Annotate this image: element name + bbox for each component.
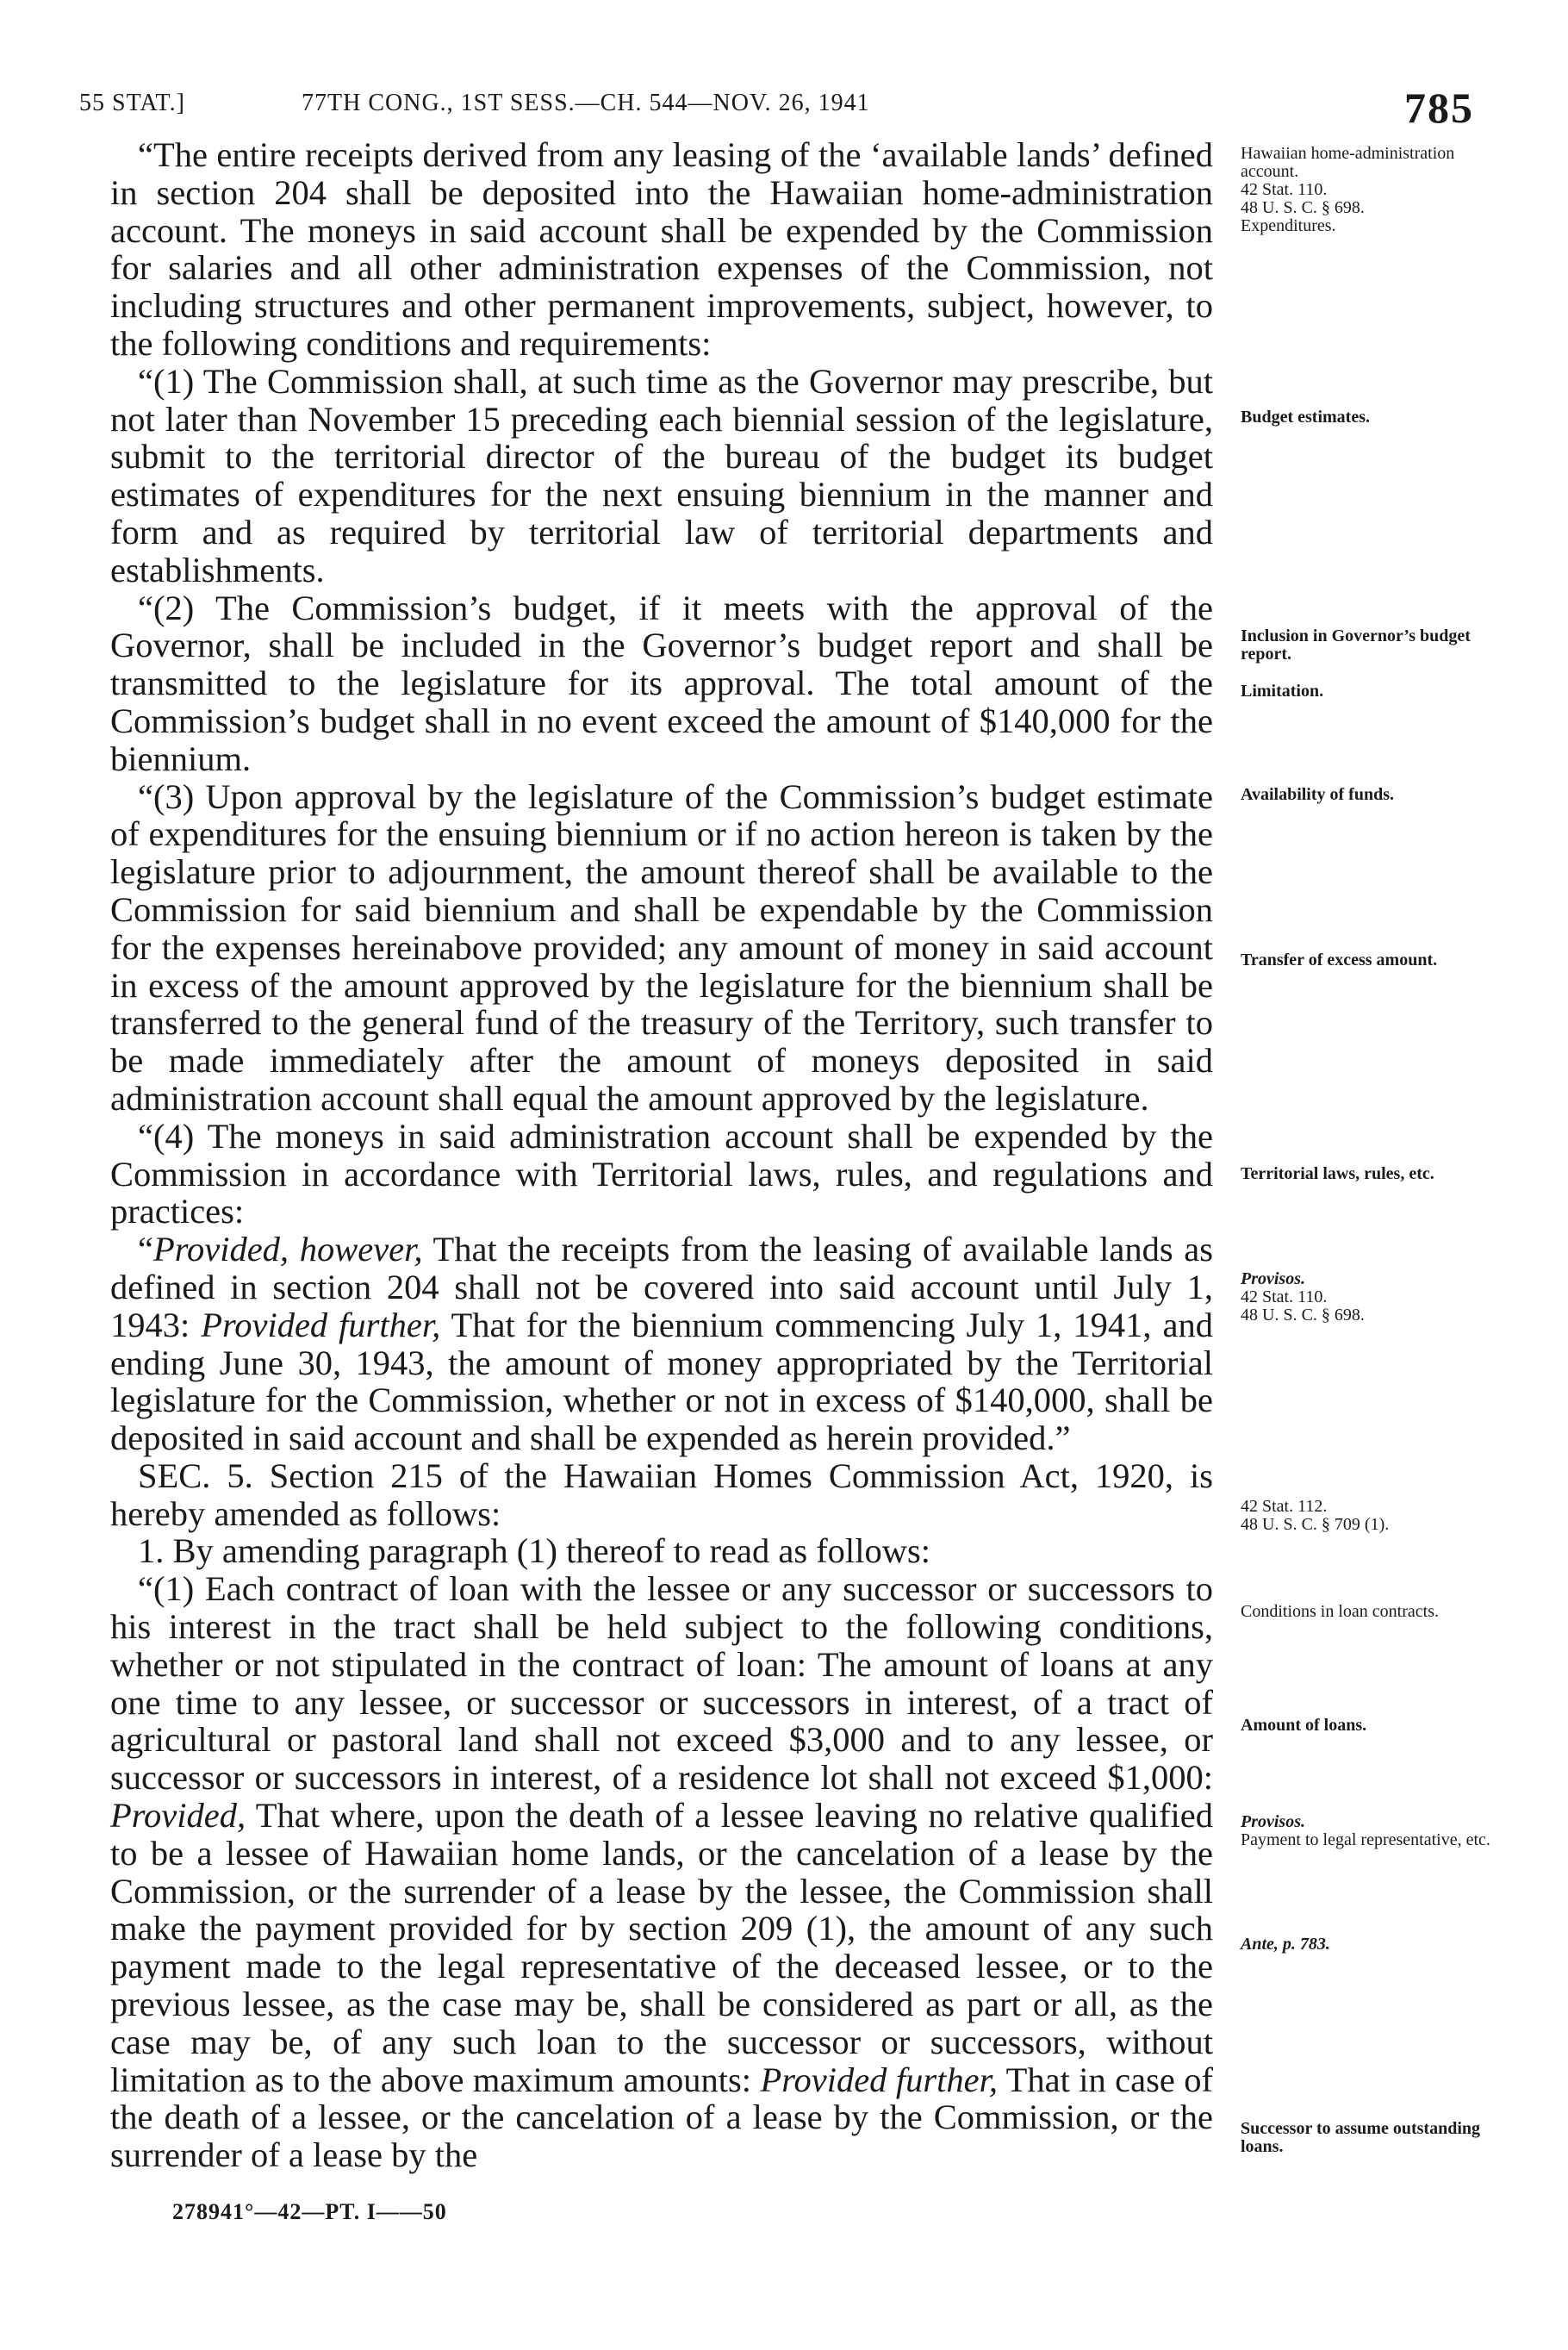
loan-text-1: “(1) Each contract of loan with the lessee or any successor or successors to his interest in the tract shall be held subject to the following conditions, whether or not stipulated in the contract of loan: The amount of loans at any one time to any lessee, or successor or successors in interest, of a tract of agricultural or pastoral land shall not exceed $3,000 and to any lessee, or successor or successors in interest, of a residence lot shall not exceed $1,000: [110, 1569, 1213, 1798]
margin-note-availability: Availability of funds. [1241, 785, 1394, 804]
margin-note-successor: Successor to assume outstanding loans. [1241, 2119, 1480, 2156]
header-session: 77TH CONG., 1ST SESS.—CH. 544—NOV. 26, 1941 [302, 90, 870, 116]
margin-note-account [1241, 145, 1490, 235]
margin-note-provisos-2 [1241, 1813, 1490, 1849]
margin-note-account-usc: 48 U. S. C. § 698. [1241, 198, 1365, 217]
margin-note-ante: Ante, p. 783. [1241, 1935, 1330, 1954]
paragraph-condition-4: “(4) The moneys in said administration account shall be expended by the Commission in accordance with Territorial laws, rules, and regulations and practices: [110, 1116, 1213, 1231]
margin-note-account-stat: 42 Stat. 110. [1241, 180, 1328, 199]
margin-note-provisos-1-stat: 42 Stat. 110. [1241, 1287, 1328, 1306]
paragraph-proviso [110, 1231, 1213, 1457]
paragraph-condition-2: “(2) The Commission’s budget, if it meets with the approval of the Governor, shall be included in the Governor’s budget report and shall be transmitted to the legislature for its approval. The total amount of the Commission’s budget shall in no event exceed the amount of $140,000 for the biennium. [110, 588, 1213, 778]
margin-note-account-title: Hawaiian home-administration account. [1241, 144, 1455, 181]
margin-note-transfer: Transfer of excess amount. [1241, 951, 1438, 969]
loan-italic-2: Provided further, [760, 2060, 998, 2099]
proviso-italic-2: Provided further, [201, 1305, 441, 1344]
header-volume: 55 STAT.] [79, 90, 185, 116]
loan-italic-1: Provided, [110, 1796, 246, 1836]
paragraph-condition-3: “(3) Upon approval by the legislature of the Commission’s budget estimate of expenditures for the ensuing biennium or if no action hereon is taken by the legislature prior to adjournment, the amount thereof shall be available to the Commission for said biennium and shall be expendable by the Commission for the expenses hereinabove provided; any amount of money in said account in excess of the amount approved by the legislature for the biennium shall be transferred to the general fund of the treasury of the Territory, such transfer to be made immediately after the amount of moneys deposited in said administration account shall equal the amount approved by the legislature. [110, 776, 1213, 1118]
margin-note-sec5-usc: 48 U. S. C. § 709 (1). [1241, 1515, 1390, 1534]
loan-text-2: That where, upon the death of a lessee leaving no relative qualified to be a lessee of Hawaiian home lands, or the cancelation of a lease by the Commission, or the surrender of a lease by the lessee, the Commission shall make the payment provided for by section 209 (1), the amount of any such payment made to the legal representative of the deceased lessee, or to the previous lessee, as the case may be, shall be considered as part or all, as the case may be, of any such loan to the successor or successors, without limitation as to the above maximum amounts: [110, 1796, 1213, 2099]
proviso-text-2: That for the biennium commencing July 1, 1941, and ending June 30, 1943, the amount of money appropriated by the Territorial legislature for the Commission, whether or not in excess of $140,000, shall be deposited in said account and shall be expended as herein provided.” [110, 1305, 1213, 1458]
sec5-label: SEC. 5. [138, 1456, 253, 1495]
margin-note-territorial-laws: Territorial laws, rules, etc. [1241, 1164, 1434, 1183]
page-number: 785 [1404, 84, 1474, 132]
margin-note-amount-of-loans: Amount of loans. [1241, 1716, 1367, 1735]
footer-printer-code: 278941°—42—PT. I——50 [172, 2199, 447, 2224]
margin-note-inclusion: Inclusion in Governor’s budget report. [1241, 626, 1471, 664]
margin-note-provisos-1 [1241, 1270, 1490, 1325]
margin-note-loan-conditions: Conditions in loan contracts. [1241, 1602, 1439, 1621]
margin-note-expenditures: Expenditures. [1241, 216, 1336, 235]
margin-note-budget-estimates: Budget estimates. [1241, 408, 1370, 427]
proviso-lead: “ [138, 1230, 153, 1269]
margin-note-provisos-2-label: Provisos. [1241, 1812, 1305, 1831]
margin-note-payment: Payment to legal representative, etc. [1241, 1830, 1490, 1849]
proviso-text-1: That the receipts from the leasing of available lands as defined in section 204 shall not be covered into said account until July 1, 1943: [110, 1230, 1214, 1344]
proviso-italic-1: Provided, however, [152, 1230, 423, 1269]
margin-note-provisos-1-usc: 48 U. S. C. § 698. [1241, 1306, 1365, 1325]
sec5-text: Section 215 of the Hawaiian Homes Commission Act, 1920, is hereby amended as follows: [110, 1456, 1213, 1533]
body-text [110, 136, 1213, 2174]
paragraph-condition-1: “(1) The Commission shall, at such time as the Governor may prescribe, but not later than November 15 preceding each biennial session of the legislature, submit to the territorial director of the bureau of the budget its budget estimates of expenditures for the next ensuing biennium in the manner and form and as required by territorial law of territorial departments and establishments. [110, 361, 1213, 589]
margin-note-limitation: Limitation. [1241, 682, 1324, 701]
paragraph-amend-1: 1. By amending paragraph (1) thereof to read as follows: [138, 1531, 930, 1571]
margin-note-provisos-1-label: Provisos. [1241, 1269, 1305, 1288]
paragraph-receipts: “The entire receipts derived from any leasing of the ‘available lands’ defined in section 204 shall be deposited into the Hawaiian home-administration account. The moneys in said account shall be expended by the Commission for salaries and all other administration expenses of the Commission, not including structures and other permanent improvements, subject, however, to the following conditions and requirements: [110, 135, 1213, 363]
paragraph-loan-contract [110, 1570, 1213, 2174]
loan-text-3: That in case of the death of a lessee, or the cancelation of a lease by the Commission, or the surrender of a lease by the [110, 2060, 1213, 2175]
paragraph-sec5 [110, 1457, 1213, 1533]
margin-note-sec5-stat: 42 Stat. 112. [1241, 1497, 1328, 1516]
margin-note-sec5-citation [1241, 1498, 1490, 1534]
